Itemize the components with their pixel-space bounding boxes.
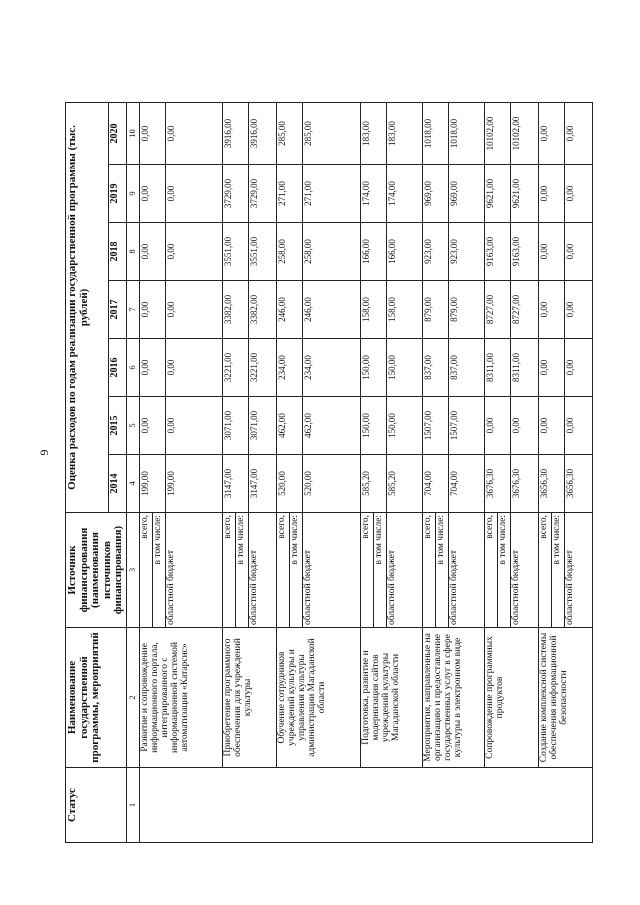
value-total: 0,00 <box>139 223 165 281</box>
value-total: 3676,30 <box>485 455 511 513</box>
value-regional: 0,00 <box>564 281 592 339</box>
value-total: 0,00 <box>538 223 564 281</box>
value-total: 3071,00 <box>223 397 249 455</box>
column-index: 5 <box>126 397 139 455</box>
activity-name: Создание комплексной системы обеспечения информационной безопасности <box>538 628 592 768</box>
value-total: 0,00 <box>139 165 165 223</box>
value-regional: 1018,00 <box>448 102 484 164</box>
activity-name: Развитие и сопровождение информационного портала, интегрированного с информационной системой автоматизации «Катарсис» <box>139 628 223 768</box>
value-regional: 3071,00 <box>249 397 277 455</box>
value-total: 9621,00 <box>485 165 511 223</box>
value-total: 0,00 <box>139 102 165 164</box>
source-total: всего, <box>485 513 498 628</box>
column-index: 4 <box>126 455 139 513</box>
activity-name: Мероприятия, направленные на организацию и предоставление государственных услуг в сфере культуры в электронном виде <box>422 628 484 768</box>
value-total: 1018,00 <box>422 102 448 164</box>
value-total: 174,00 <box>360 165 386 223</box>
value-total: 150,00 <box>360 339 386 397</box>
value-regional: 183,00 <box>386 102 422 164</box>
source-incl: в том числе: <box>551 513 564 628</box>
value-regional: 9163,00 <box>511 223 539 281</box>
value-total: 837,00 <box>422 339 448 397</box>
header-year: 2015 <box>109 397 127 455</box>
value-regional: 3382,00 <box>249 281 277 339</box>
page-number: 6 <box>37 449 52 456</box>
column-index: 3 <box>126 513 139 628</box>
value-total: 3382,00 <box>223 281 249 339</box>
value-regional: 0,00 <box>564 102 592 164</box>
value-total: 9163,00 <box>485 223 511 281</box>
value-regional: 8311,00 <box>511 339 539 397</box>
column-index: 9 <box>126 165 139 223</box>
source-regional: областной бюджет <box>564 513 592 628</box>
value-regional: 3656,30 <box>564 455 592 513</box>
source-incl: в том числе: <box>373 513 386 628</box>
value-regional: 258,00 <box>303 223 361 281</box>
value-total: 969,00 <box>422 165 448 223</box>
source-incl: в том числе: <box>498 513 511 628</box>
value-regional: 174,00 <box>386 165 422 223</box>
column-index: 7 <box>126 281 139 339</box>
value-total: 8311,00 <box>485 339 511 397</box>
value-regional: 3676,30 <box>511 455 539 513</box>
value-total: 520,00 <box>277 455 303 513</box>
status-cell <box>139 768 592 843</box>
value-total: 234,00 <box>277 339 303 397</box>
value-regional: 0,00 <box>165 223 223 281</box>
header-year: 2018 <box>109 223 127 281</box>
value-total: 0,00 <box>538 165 564 223</box>
value-regional: 3147,00 <box>249 455 277 513</box>
value-regional: 520,00 <box>303 455 361 513</box>
value-total: 3916,00 <box>223 102 249 164</box>
value-regional: 585,20 <box>386 455 422 513</box>
header-name: Наименование государственной программы, мероприятий <box>66 628 127 768</box>
value-regional: 0,00 <box>511 397 539 455</box>
value-regional: 704,00 <box>448 455 484 513</box>
value-regional: 3221,00 <box>249 339 277 397</box>
source-incl: в том числе: <box>152 513 165 628</box>
value-regional: 3551,00 <box>249 223 277 281</box>
value-total: 923,00 <box>422 223 448 281</box>
value-total: 8727,00 <box>485 281 511 339</box>
value-regional: 837,00 <box>448 339 484 397</box>
column-index: 2 <box>126 628 139 768</box>
value-regional: 271,00 <box>303 165 361 223</box>
value-regional: 969,00 <box>448 165 484 223</box>
header-year: 2020 <box>109 102 127 164</box>
source-total: всего, <box>277 513 290 628</box>
value-total: 166,00 <box>360 223 386 281</box>
source-total: всего, <box>139 513 152 628</box>
value-regional: 0,00 <box>165 281 223 339</box>
value-regional: 0,00 <box>564 223 592 281</box>
value-total: 0,00 <box>139 281 165 339</box>
value-total: 462,00 <box>277 397 303 455</box>
column-index: 8 <box>126 223 139 281</box>
value-total: 158,00 <box>360 281 386 339</box>
column-index: 10 <box>126 102 139 164</box>
value-total: 0,00 <box>538 102 564 164</box>
value-total: 3147,00 <box>223 455 249 513</box>
value-regional: 234,00 <box>303 339 361 397</box>
activity-name: Сопровождение программных продуктов <box>485 628 539 768</box>
value-regional: 3729,00 <box>249 165 277 223</box>
value-regional: 158,00 <box>386 281 422 339</box>
header-year: 2017 <box>109 281 127 339</box>
value-regional: 9621,00 <box>511 165 539 223</box>
activity-name: Приобретение программного обеспечения для учреждений культуры <box>223 628 277 768</box>
value-total: 1507,00 <box>422 397 448 455</box>
value-total: 0,00 <box>538 397 564 455</box>
column-index: 6 <box>126 339 139 397</box>
source-incl: в том числе: <box>236 513 249 628</box>
source-regional: областной бюджет <box>165 513 223 628</box>
value-total: 3551,00 <box>223 223 249 281</box>
value-regional: 199,00 <box>165 455 223 513</box>
value-total: 879,00 <box>422 281 448 339</box>
value-total: 585,20 <box>360 455 386 513</box>
source-incl: в том числе: <box>435 513 448 628</box>
header-estimate: Оценка расходов по годам реализации государственной программы (тыс. рублей) <box>66 102 109 512</box>
value-total: 246,00 <box>277 281 303 339</box>
value-total: 10102,00 <box>485 102 511 164</box>
value-regional: 10102,00 <box>511 102 539 164</box>
column-index: 1 <box>126 768 139 843</box>
header-year: 2016 <box>109 339 127 397</box>
expenditure-table <box>65 102 593 843</box>
value-regional: 0,00 <box>165 102 223 164</box>
source-regional: областной бюджет <box>511 513 539 628</box>
value-total: 0,00 <box>139 397 165 455</box>
value-total: 199,00 <box>139 455 165 513</box>
value-total: 3221,00 <box>223 339 249 397</box>
value-regional: 879,00 <box>448 281 484 339</box>
source-total: всего, <box>422 513 435 628</box>
header-source: Источник финансирования (наименования источников финансирования) <box>66 513 127 628</box>
source-incl: в том числе: <box>290 513 303 628</box>
source-regional: областной бюджет <box>448 513 484 628</box>
value-regional: 8727,00 <box>511 281 539 339</box>
value-regional: 0,00 <box>564 397 592 455</box>
source-regional: областной бюджет <box>249 513 277 628</box>
value-regional: 1507,00 <box>448 397 484 455</box>
value-regional: 923,00 <box>448 223 484 281</box>
value-total: 3656,30 <box>538 455 564 513</box>
source-total: всего, <box>223 513 236 628</box>
value-regional: 462,00 <box>303 397 361 455</box>
value-total: 0,00 <box>538 339 564 397</box>
value-total: 0,00 <box>485 397 511 455</box>
value-regional: 150,00 <box>386 339 422 397</box>
value-regional: 0,00 <box>564 165 592 223</box>
value-total: 3729,00 <box>223 165 249 223</box>
source-total: всего, <box>360 513 373 628</box>
value-regional: 0,00 <box>165 339 223 397</box>
value-total: 150,00 <box>360 397 386 455</box>
header-status: Статус <box>66 768 127 843</box>
value-total: 271,00 <box>277 165 303 223</box>
header-year: 2014 <box>109 455 127 513</box>
value-regional: 0,00 <box>165 165 223 223</box>
value-total: 0,00 <box>538 281 564 339</box>
value-regional: 3916,00 <box>249 102 277 164</box>
value-total: 183,00 <box>360 102 386 164</box>
source-total: всего, <box>538 513 551 628</box>
value-total: 704,00 <box>422 455 448 513</box>
value-total: 0,00 <box>139 339 165 397</box>
value-regional: 0,00 <box>564 339 592 397</box>
activity-name: Обучение сотрудников учреждений культуры и управления культуры администрации Магаданской области <box>277 628 361 768</box>
activity-name: Подготовка, развитие и модернизация сайтов учреждений культуры Магаданской области <box>360 628 422 768</box>
value-regional: 150,00 <box>386 397 422 455</box>
value-total: 258,00 <box>277 223 303 281</box>
value-regional: 166,00 <box>386 223 422 281</box>
rotated-table-container <box>65 103 580 843</box>
value-total: 285,00 <box>277 102 303 164</box>
source-regional: областной бюджет <box>386 513 422 628</box>
source-regional: областной бюджет <box>303 513 361 628</box>
header-year: 2019 <box>109 165 127 223</box>
value-regional: 0,00 <box>165 397 223 455</box>
value-regional: 285,00 <box>303 102 361 164</box>
value-regional: 246,00 <box>303 281 361 339</box>
